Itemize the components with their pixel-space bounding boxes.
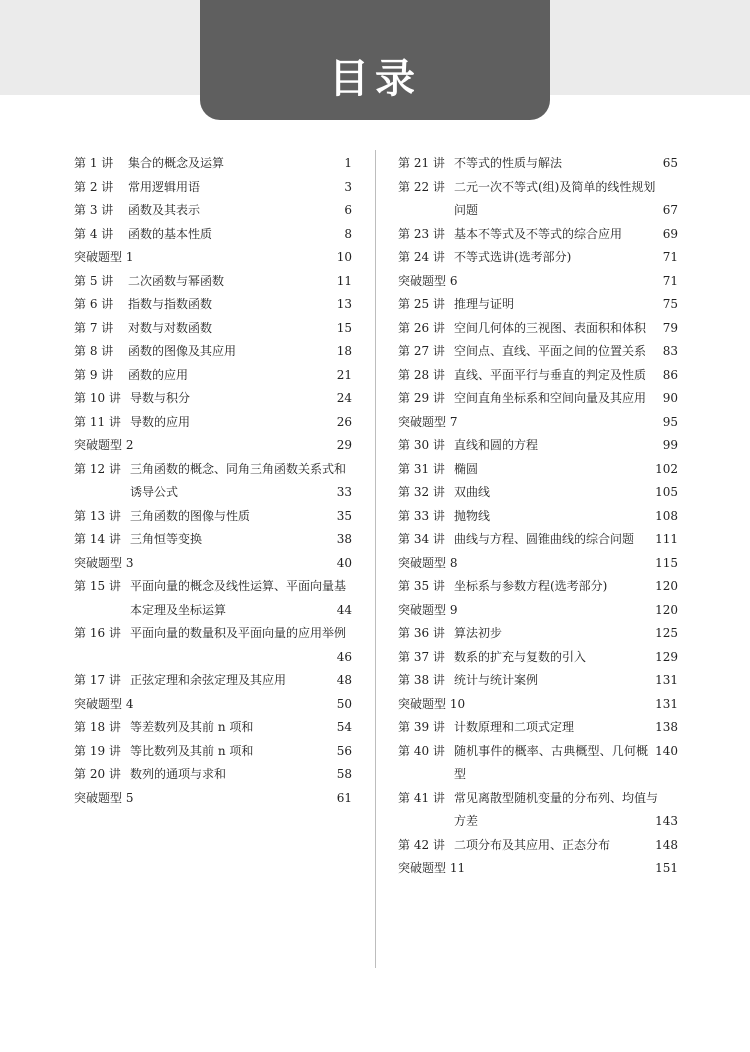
page-number: 11: [336, 273, 352, 288]
toc-entry[interactable]: [74, 199, 352, 223]
page-number: 90: [662, 391, 678, 405]
lecture-number: 第 3 讲: [74, 203, 114, 217]
toc-entry-line: [74, 669, 352, 693]
page-number: 54: [336, 720, 352, 734]
toc-entry-continuation: [398, 199, 678, 223]
toc-entry[interactable]: [398, 716, 678, 740]
toc-entry[interactable]: [398, 176, 678, 223]
toc-entry[interactable]: [398, 834, 678, 858]
entry-title: 基本不等式及不等式的综合应用: [454, 226, 623, 241]
lecture-number: 第 21 讲: [398, 156, 445, 170]
toc-entry-line: [74, 434, 352, 458]
entry-title: 对数与对数函数: [128, 320, 213, 335]
entry-title: 平面向量的数量积及平面向量的应用举例: [130, 626, 347, 640]
column-divider: [375, 150, 376, 968]
lecture-number: 第 19 讲: [74, 743, 121, 758]
entry-title-continued: 本定理及坐标运算: [130, 602, 227, 617]
lecture-number: 第 24 讲: [398, 250, 445, 264]
entry-title: 常见离散型随机变量的分布列、均值与: [454, 790, 659, 805]
entry-title: 突破题型 1: [74, 250, 134, 264]
toc-entry[interactable]: [398, 458, 678, 482]
toc-entry-line: [74, 364, 352, 388]
entry-title: 算法初步: [454, 626, 503, 640]
toc-entry-line: [398, 293, 678, 317]
toc-entry-line: [398, 411, 678, 435]
lecture-number: 第 7 讲: [74, 320, 114, 335]
toc-section-entry[interactable]: [398, 693, 678, 717]
toc-section-entry[interactable]: [74, 693, 352, 717]
toc-entry[interactable]: [74, 223, 352, 247]
page-number: 138: [655, 720, 678, 734]
toc-entry-line: [74, 223, 352, 247]
toc-entry-line: [398, 552, 678, 576]
entry-title: 三角函数的图像与性质: [130, 508, 251, 523]
toc-entry-line: [398, 669, 678, 693]
toc-entry[interactable]: [398, 740, 678, 787]
toc-entry[interactable]: [398, 293, 678, 317]
entry-title: 突破题型 4: [74, 696, 134, 711]
toc-entry-line: [398, 458, 678, 482]
lecture-number: 第 42 讲: [398, 837, 445, 852]
toc-entry[interactable]: [74, 740, 352, 764]
entry-title: 抛物线: [454, 508, 491, 523]
toc-entry[interactable]: [74, 387, 352, 411]
toc-entry[interactable]: [74, 505, 352, 529]
toc-entry[interactable]: [74, 411, 352, 435]
page-number: 38: [336, 532, 352, 546]
page-number: 48: [336, 673, 352, 687]
lecture-number: 第 16 讲: [74, 626, 121, 640]
page-number: 21: [336, 367, 352, 382]
entry-title: 计数原理和二项式定理: [454, 720, 575, 734]
page-number: 26: [336, 414, 352, 429]
toc-entry-line: [74, 787, 352, 811]
entry-title: 函数及其表示: [128, 203, 201, 217]
entry-title: 不等式的性质与解法: [454, 156, 563, 170]
page-number: 67: [662, 203, 678, 217]
toc-entry-line: [398, 740, 678, 787]
entry-title: 双曲线: [454, 485, 491, 499]
entry-title: 直线和圆的方程: [454, 438, 539, 452]
toc-entry[interactable]: [398, 575, 678, 599]
toc-section-entry[interactable]: [398, 270, 678, 294]
toc-entry[interactable]: [74, 458, 352, 505]
entry-title: 随机事件的概率、古典概型、几何概型: [454, 743, 648, 781]
lecture-number: 第 10 讲: [74, 391, 121, 405]
lecture-number: 第 12 讲: [74, 461, 121, 476]
toc-entry[interactable]: [74, 176, 352, 200]
toc-entry-line: [398, 787, 678, 811]
page-number: 125: [655, 626, 678, 640]
toc-entry[interactable]: [74, 317, 352, 341]
page-number: 33: [336, 485, 352, 499]
lecture-number: 第 11 讲: [74, 414, 121, 429]
page-number: 143: [655, 814, 678, 828]
lecture-number: 第 39 讲: [398, 720, 445, 734]
lecture-number: 第 8 讲: [74, 344, 114, 358]
page-number: 40: [336, 555, 352, 570]
lecture-number: 第 33 讲: [398, 508, 445, 523]
toc-left-column: [74, 152, 352, 810]
page-number: 15: [336, 320, 352, 335]
lecture-number: 第 34 讲: [398, 532, 445, 546]
page-number: 6: [344, 203, 352, 217]
page-number: 79: [662, 320, 678, 335]
toc-entry-line: [74, 622, 352, 646]
page-number: 102: [655, 461, 678, 476]
lecture-number: 第 1 讲: [74, 156, 114, 170]
page-number: 115: [655, 555, 678, 570]
toc-entry-line: [74, 340, 352, 364]
toc-entry-line: [74, 740, 352, 764]
lecture-number: 第 22 讲: [398, 179, 445, 194]
toc-entry-line: [398, 599, 678, 623]
entry-title: 空间直角坐标系和空间向量及其应用: [454, 391, 647, 405]
toc-entry-line: [398, 693, 678, 717]
toc-right-column: [398, 152, 678, 881]
entry-title: 三角函数的概念、同角三角函数关系式和: [130, 461, 347, 476]
page-number: 131: [655, 673, 678, 687]
page-number: 50: [336, 696, 352, 711]
toc-entry[interactable]: [398, 434, 678, 458]
lecture-number: 第 25 讲: [398, 297, 445, 311]
entry-title: 突破题型 9: [398, 602, 458, 617]
page-number: 8: [344, 226, 352, 241]
entry-title-continued: 问题: [454, 203, 479, 217]
entry-title: 统计与统计案例: [454, 673, 539, 687]
toc-entry[interactable]: [74, 575, 352, 622]
lecture-number: 第 36 讲: [398, 626, 445, 640]
lecture-number: 第 41 讲: [398, 790, 445, 805]
toc-entry[interactable]: [74, 364, 352, 388]
page-number: 129: [655, 649, 678, 664]
toc-entry-line: [74, 387, 352, 411]
toc-section-entry[interactable]: [74, 787, 352, 811]
entry-title-continued: 方差: [454, 814, 479, 828]
toc-entry[interactable]: [398, 246, 678, 270]
page-number: 3: [344, 179, 352, 194]
entry-title: 正弦定理和余弦定理及其应用: [130, 673, 287, 687]
toc-entry[interactable]: [74, 293, 352, 317]
toc-entry-line: [398, 575, 678, 599]
entry-title: 数系的扩充与复数的引入: [454, 649, 587, 664]
toc-entry[interactable]: [398, 340, 678, 364]
entry-title: 三角恒等变换: [130, 532, 203, 546]
toc-entry-continuation: [398, 810, 678, 834]
page-number: 61: [336, 790, 352, 805]
entry-title: 突破题型 6: [398, 273, 458, 288]
toc-entry[interactable]: [74, 152, 352, 176]
toc-entry-line: [74, 575, 352, 599]
toc-entry-line: [74, 693, 352, 717]
page-number: 99: [662, 438, 678, 452]
toc-entry-line: [398, 387, 678, 411]
lecture-number: 第 27 讲: [398, 344, 445, 358]
page-number: 65: [662, 156, 678, 170]
entry-title: 函数的基本性质: [128, 226, 213, 241]
toc-entry[interactable]: [74, 528, 352, 552]
toc-section-entry[interactable]: [74, 552, 352, 576]
toc-entry-line: [398, 176, 678, 200]
toc-entry-line: [398, 434, 678, 458]
toc-entry-line: [398, 857, 678, 881]
entry-title: 常用逻辑用语: [128, 179, 201, 194]
entry-title: 突破题型 8: [398, 555, 458, 570]
toc-entry-line: [398, 340, 678, 364]
lecture-number: 第 18 讲: [74, 720, 121, 734]
page-number: 86: [662, 367, 678, 382]
page-number: 71: [662, 250, 678, 264]
entry-title: 突破题型 3: [74, 555, 134, 570]
entry-title: 等比数列及其前 n 项和: [130, 743, 254, 758]
lecture-number: 第 17 讲: [74, 673, 121, 687]
page-number: 24: [336, 391, 352, 405]
toc-entry[interactable]: [398, 223, 678, 247]
toc-entry[interactable]: [398, 646, 678, 670]
toc-entry[interactable]: [398, 152, 678, 176]
toc-entry-line: [398, 223, 678, 247]
page-number: 56: [336, 743, 352, 758]
lecture-number: 第 20 讲: [74, 767, 121, 781]
page-number: 58: [336, 767, 352, 781]
entry-title: 指数与指数函数: [128, 297, 213, 311]
entry-title: 导数的应用: [130, 414, 191, 429]
toc-entry[interactable]: [74, 340, 352, 364]
entry-title: 二项分布及其应用、正态分布: [454, 837, 611, 852]
entry-title: 突破题型 2: [74, 438, 134, 452]
toc-entry-line: [398, 834, 678, 858]
toc-entry-line: [398, 528, 678, 552]
toc-entry-line: [398, 364, 678, 388]
title-tab: [200, 0, 550, 120]
toc-entry-line: [398, 505, 678, 529]
page-number: 35: [336, 508, 352, 523]
toc-entry-line: [74, 411, 352, 435]
toc-entry-continuation: [74, 481, 352, 505]
toc-section-entry[interactable]: [74, 434, 352, 458]
toc-entry[interactable]: [398, 505, 678, 529]
page-number: 111: [655, 532, 678, 546]
toc-entry-line: [74, 716, 352, 740]
page-number: 44: [336, 602, 352, 617]
toc-entry[interactable]: [74, 763, 352, 787]
page-number: 75: [662, 297, 678, 311]
lecture-number: 第 15 讲: [74, 579, 121, 593]
lecture-number: 第 9 讲: [74, 367, 114, 382]
entry-title: 二次函数与幂函数: [128, 273, 225, 288]
page-number: 71: [662, 273, 678, 288]
toc-entry[interactable]: [398, 622, 678, 646]
page-number: 1: [344, 156, 352, 170]
page-number: 83: [662, 344, 678, 358]
entry-title: 不等式选讲(选考部分): [454, 250, 572, 264]
toc-entry-line: [74, 293, 352, 317]
toc-entry[interactable]: [74, 270, 352, 294]
lecture-number: 第 31 讲: [398, 461, 445, 476]
entry-title: 曲线与方程、圆锥曲线的综合问题: [454, 532, 635, 546]
entry-title: 空间几何体的三视图、表面积和体积: [454, 320, 647, 335]
toc-entry-line: [398, 246, 678, 270]
toc-entry-line: [398, 270, 678, 294]
toc-entry[interactable]: [74, 622, 352, 669]
toc-entry[interactable]: [398, 387, 678, 411]
toc-entry-line: [74, 270, 352, 294]
page-number: 140: [655, 743, 678, 758]
toc-entry-line: [398, 317, 678, 341]
toc-entry-line: [74, 176, 352, 200]
lecture-number: 第 40 讲: [398, 743, 445, 758]
toc-section-entry[interactable]: [398, 552, 678, 576]
lecture-number: 第 6 讲: [74, 297, 114, 311]
toc-entry-line: [74, 505, 352, 529]
entry-title: 椭圆: [454, 461, 479, 476]
page-title: 目录: [329, 55, 421, 102]
lecture-number: 第 35 讲: [398, 579, 445, 593]
page-number: 13: [336, 297, 352, 311]
page-number: 131: [655, 696, 678, 711]
lecture-number: 第 23 讲: [398, 226, 445, 241]
toc-entry[interactable]: [398, 669, 678, 693]
page-number: 95: [662, 414, 678, 429]
entry-title: 导数与积分: [130, 391, 191, 405]
toc-entry-line: [74, 763, 352, 787]
page-number: 69: [662, 226, 678, 241]
toc-entry[interactable]: [398, 317, 678, 341]
toc-section-entry[interactable]: [74, 246, 352, 270]
lecture-number: 第 4 讲: [74, 226, 114, 241]
lecture-number: 第 13 讲: [74, 508, 121, 523]
page-number: 151: [655, 861, 678, 875]
toc-entry-line: [398, 152, 678, 176]
entry-title: 集合的概念及运算: [128, 156, 225, 170]
toc-entry[interactable]: [398, 528, 678, 552]
entry-title: 函数的图像及其应用: [128, 344, 237, 358]
entry-title: 突破题型 7: [398, 414, 458, 429]
entry-title: 平面向量的概念及线性运算、平面向量基: [130, 579, 347, 593]
page-number: 29: [336, 438, 352, 452]
lecture-number: 第 29 讲: [398, 391, 445, 405]
lecture-number: 第 28 讲: [398, 367, 445, 382]
entry-title: 二元一次不等式(组)及简单的线性规划: [454, 179, 656, 194]
page-number: 18: [336, 344, 352, 358]
lecture-number: 第 5 讲: [74, 273, 114, 288]
toc-entry[interactable]: [398, 787, 678, 834]
entry-title-continued: 诱导公式: [130, 485, 179, 499]
toc-entry-line: [74, 458, 352, 482]
lecture-number: 第 30 讲: [398, 438, 445, 452]
toc-section-entry[interactable]: [398, 599, 678, 623]
lecture-number: 第 37 讲: [398, 649, 445, 664]
lecture-number: 第 14 讲: [74, 532, 121, 546]
lecture-number: 第 26 讲: [398, 320, 445, 335]
entry-title: 数列的通项与求和: [130, 767, 227, 781]
toc-entry-line: [398, 646, 678, 670]
toc-entry-line: [74, 246, 352, 270]
toc-entry[interactable]: [74, 669, 352, 693]
toc-entry-line: [398, 716, 678, 740]
toc-entry[interactable]: [74, 716, 352, 740]
page-number: 10: [336, 250, 352, 264]
page-number: 108: [655, 508, 678, 523]
lecture-number: 第 32 讲: [398, 485, 445, 499]
page-number: 46: [336, 649, 352, 664]
entry-title: 推理与证明: [454, 297, 515, 311]
entry-title: 等差数列及其前 n 项和: [130, 720, 254, 734]
lecture-number: 第 38 讲: [398, 673, 445, 687]
toc-entry-line: [398, 481, 678, 505]
entry-title: 直线、平面平行与垂直的判定及性质: [454, 367, 647, 382]
toc-entry-line: [74, 552, 352, 576]
entry-title: 突破题型 11: [398, 861, 466, 875]
toc-entry[interactable]: [398, 481, 678, 505]
entry-title: 突破题型 5: [74, 790, 134, 805]
entry-title: 空间点、直线、平面之间的位置关系: [454, 344, 647, 358]
entry-title: 坐标系与参数方程(选考部分): [454, 579, 608, 593]
toc-entry[interactable]: [398, 364, 678, 388]
entry-title: 突破题型 10: [398, 696, 466, 711]
toc-section-entry[interactable]: [398, 411, 678, 435]
toc-section-entry[interactable]: [398, 857, 678, 881]
toc-entry-line: [74, 317, 352, 341]
page-number: 120: [655, 602, 678, 617]
entry-title: 函数的应用: [128, 367, 189, 382]
lecture-number: 第 2 讲: [74, 179, 114, 194]
toc-entry-line: [74, 152, 352, 176]
toc-entry-line: [74, 528, 352, 552]
toc-entry-line: [398, 622, 678, 646]
toc-entry-continuation: [74, 599, 352, 623]
page-number: 105: [655, 485, 678, 499]
page-number: 120: [655, 579, 678, 593]
toc-entry-line: [74, 199, 352, 223]
page-number: 148: [655, 837, 678, 852]
